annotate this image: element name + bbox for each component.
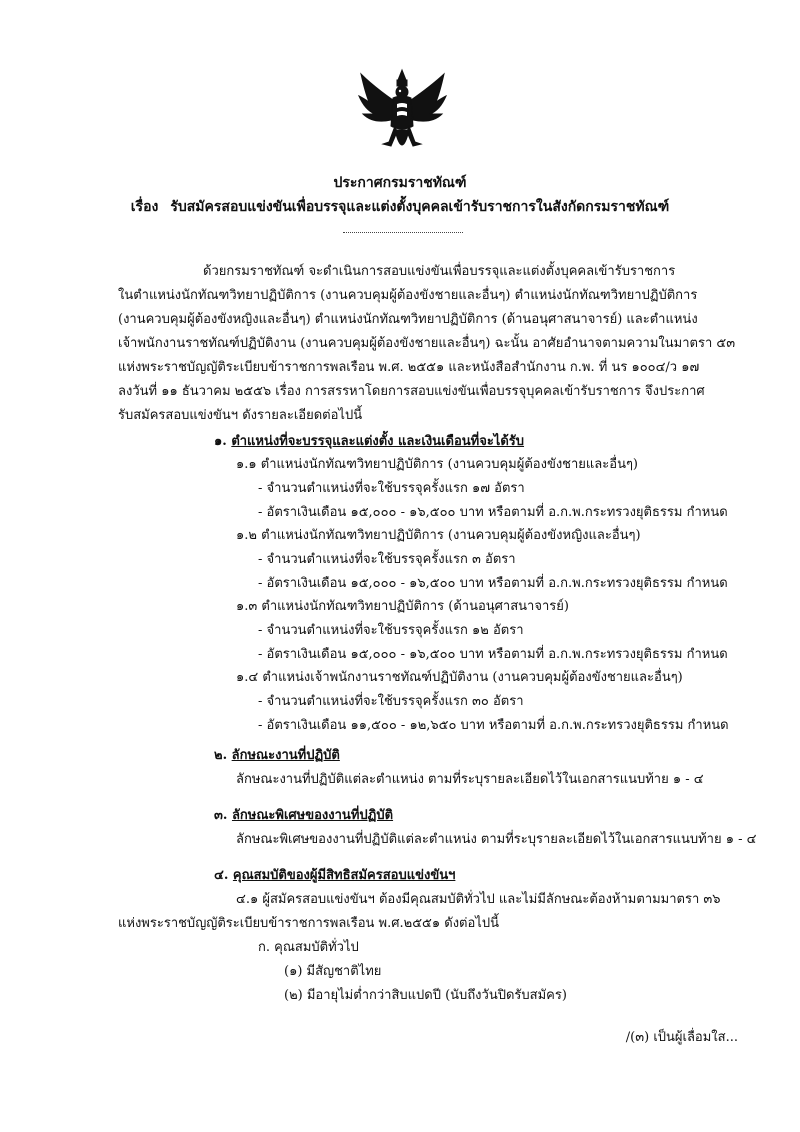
- section-title: ตำแหน่งที่จะบรรจุและแต่งตั้ง และเงินเดือนที่จะได้รับ: [231, 434, 525, 449]
- title-divider: [343, 232, 463, 233]
- announcement-subject: [0, 196, 800, 218]
- garuda-emblem: [355, 68, 450, 160]
- position-detail: - จำนวนตำแหน่งที่จะใช้บรรจุครั้งแรก ๓ อัตรา: [258, 552, 516, 567]
- page-continuation: /(๓) เป็นผู้เลื่อมใส...: [625, 1030, 738, 1045]
- intro-line: (งานควบคุมผู้ต้องขังหญิงและอื่นๆ) ตำแหน่งนักทัณฑวิทยาปฏิบัติการ (ด้านอนุศาสนาจารย์) และตำแหน่ง: [118, 312, 698, 327]
- position-detail: - อัตราเงินเดือน ๑๑,๕๐๐ - ๑๒,๖๕๐ บาท หรือตามที่ อ.ก.พ.กระทรวงยุติธรรม กำหนด: [258, 718, 729, 733]
- section-number: ๔.: [214, 868, 229, 883]
- intro-line: แห่งพระราชบัญญัติระเบียบข้าราชการพลเรือน พ.ศ. ๒๕๕๑ และหนังสือสำนักงาน ก.พ. ที่ นร ๑๐๐๔/ว ๑๗: [118, 360, 700, 375]
- announcement-org: ประกาศกรมราชทัณฑ์: [333, 175, 467, 191]
- intro-line: เจ้าพนักงานราชทัณฑ์ปฏิบัติงาน (งานควบคุมผู้ต้องขังชายและอื่นๆ) ฉะนั้น อาศัยอำนาจตามความในมาตรา ๕๓: [118, 336, 736, 351]
- position-detail: - จำนวนตำแหน่งที่จะใช้บรรจุครั้งแรก ๑๒ อัตรา: [258, 623, 524, 638]
- subject-text: รับสมัครสอบแข่งขันเพื่อบรรจุและแต่งตั้งบุคคลเข้ารับราชการในสังกัดกรมราชทัณฑ์: [170, 199, 670, 215]
- position-detail: - อัตราเงินเดือน ๑๕,๐๐๐ - ๑๖,๕๐๐ บาท หรือตามที่ อ.ก.พ.กระทรวงยุติธรรม กำหนด: [258, 576, 728, 591]
- position-detail: - จำนวนตำแหน่งที่จะใช้บรรจุครั้งแรก ๑๗ อัตรา: [258, 481, 525, 496]
- section-4-heading: [214, 866, 455, 886]
- section-number: ๓.: [214, 808, 228, 823]
- section-2-text: ลักษณะงานที่ปฏิบัติแต่ละตำแหน่ง ตามที่ระบุรายละเอียดไว้ในเอกสารแนบท้าย ๑ - ๔: [236, 772, 704, 787]
- section-title: คุณสมบัติของผู้มีสิทธิสมัครสอบแข่งขันฯ: [232, 868, 456, 883]
- position-item: ๑.๑ ตำแหน่งนักทัณฑวิทยาปฏิบัติการ (งานควบคุมผู้ต้องขังชายและอื่นๆ): [236, 457, 639, 472]
- position-item: ๑.๒ ตำแหน่งนักทัณฑวิทยาปฏิบัติการ (งานควบคุมผู้ต้องขังหญิงและอื่นๆ): [236, 528, 641, 543]
- section-4-para: ๔.๑ ผู้สมัครสอบแข่งขันฯ ต้องมีคุณสมบัติทั่วไป และไม่มีลักษณะต้องห้ามตามมาตรา ๓๖: [236, 892, 721, 907]
- position-item: ๑.๓ ตำแหน่งนักทัณฑวิทยาปฏิบัติการ (ด้านอนุศาสนาจารย์): [236, 599, 569, 614]
- section-title: ลักษณะพิเศษของงานที่ปฏิบัติ: [231, 808, 394, 823]
- section-3-heading: [214, 806, 393, 826]
- section-4-para: แห่งพระราชบัญญัติระเบียบข้าราชการพลเรือน พ.ศ.๒๕๕๑ ดังต่อไปนี้: [118, 916, 499, 931]
- position-item: ๑.๔ ตำแหน่งเจ้าพนักงานราชทัณฑ์ปฏิบัติงาน (งานควบคุมผู้ต้องขังชายและอื่นๆ): [236, 670, 683, 685]
- section-4-subheading: ก. คุณสมบัติทั่วไป: [258, 940, 359, 955]
- intro-line: ด้วยกรมราชทัณฑ์ จะดำเนินการสอบแข่งขันเพื่อบรรจุและแต่งตั้งบุคคลเข้ารับราชการ: [203, 264, 676, 279]
- intro-line: ลงวันที่ ๑๑ ธันวาคม ๒๕๕๖ เรื่อง การสรรหาโดยการสอบแข่งขันเพื่อบรรจุบุคคลเข้ารับราชการ จึงประกาศ: [118, 384, 705, 399]
- position-detail: - จำนวนตำแหน่งที่จะใช้บรรจุครั้งแรก ๓๐ อัตรา: [258, 694, 524, 709]
- subject-label: เรื่อง: [130, 199, 159, 215]
- section-1-heading: [214, 432, 524, 452]
- intro-line: ในตำแหน่งนักทัณฑวิทยาปฏิบัติการ (งานควบคุมผู้ต้องขังชายและอื่นๆ) ตำแหน่งนักทัณฑวิทยาปฏิบัติการ: [118, 288, 698, 303]
- section-title: ลักษณะงานที่ปฏิบัติ: [231, 748, 340, 763]
- position-detail: - อัตราเงินเดือน ๑๕,๐๐๐ - ๑๖,๕๐๐ บาท หรือตามที่ อ.ก.พ.กระทรวงยุติธรรม กำหนด: [258, 647, 728, 662]
- section-number: ๒.: [214, 748, 228, 763]
- qualification-item: (๒) มีอายุไม่ต่ำกว่าสิบแปดปี (นับถึงวันปิดรับสมัคร): [284, 988, 567, 1003]
- section-2-heading: [214, 746, 340, 766]
- qualification-item: (๑) มีสัญชาติไทย: [284, 964, 382, 979]
- section-3-text: ลักษณะพิเศษของงานที่ปฏิบัติแต่ละตำแหน่ง ตามที่ระบุรายละเอียดไว้ในเอกสารแนบท้าย ๑ - ๔: [236, 832, 757, 847]
- intro-line: รับสมัครสอบแข่งขันฯ ดังรายละเอียดต่อไปนี้: [118, 408, 363, 423]
- section-number: ๑.: [214, 434, 227, 449]
- position-detail: - อัตราเงินเดือน ๑๕,๐๐๐ - ๑๖,๕๐๐ บาท หรือตามที่ อ.ก.พ.กระทรวงยุติธรรม กำหนด: [258, 505, 728, 520]
